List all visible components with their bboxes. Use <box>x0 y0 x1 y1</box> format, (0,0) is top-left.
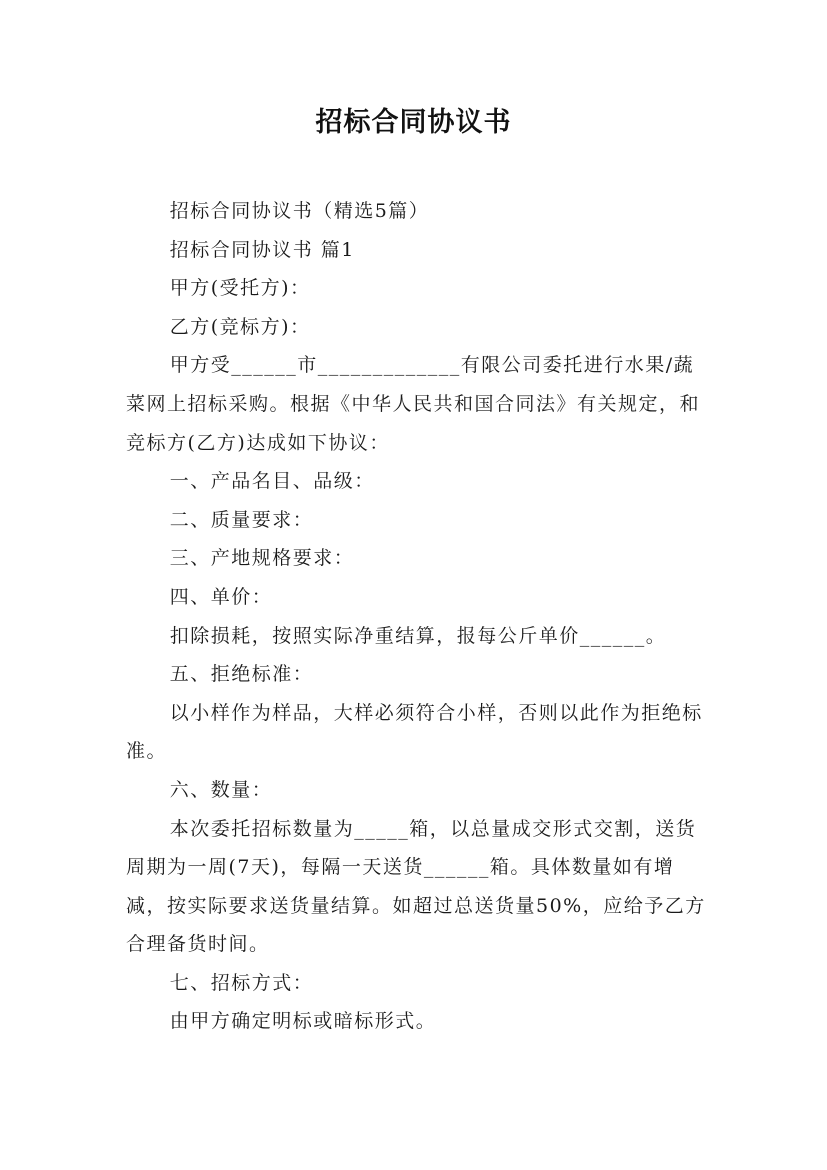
document-title: 招标合同协议书 <box>315 107 512 138</box>
paragraph-party-b: 乙方(竞标方)： <box>169 315 311 338</box>
paragraph-item-2: 二、质量要求： <box>169 508 314 531</box>
paragraph-item-4: 四、单价： <box>169 585 273 608</box>
paragraph-bidding-method: 由甲方确定明标或暗标形式。 <box>169 1010 437 1033</box>
paragraph-item-1: 一、产品名目、品级： <box>169 470 375 493</box>
paragraph-intro: 甲方受______市_____________有限公司委托进行水果/蔬菜网上招标采购。根据《中华人民共和国合同法》有关规定，和竞标方(乙方)达成如下协议： <box>126 354 701 454</box>
paragraph-party-a: 甲方(受托方)： <box>169 277 311 300</box>
paragraph-unit-price: 扣除损耗，按照实际净重结算，报每公斤单价______。 <box>169 624 667 647</box>
paragraph-item-3: 三、产地规格要求： <box>169 547 355 570</box>
document-body <box>126 192 711 1041</box>
paragraph-item-7: 七、招标方式： <box>169 971 314 994</box>
paragraph-section-heading: 招标合同协议书 篇1 <box>169 238 355 261</box>
paragraph-item-5: 五、拒绝标准： <box>169 663 314 686</box>
paragraph-item-6: 六、数量： <box>169 778 273 801</box>
paragraph-subtitle: 招标合同协议书（精选5篇） <box>169 200 430 222</box>
paragraph-quantity: 本次委托招标数量为_____箱，以总量成交形式交割，送货周期为一周(7天)，每隔一天送货______箱。具体数量如有增减，按实际要求送货量结算。如超过总送货量50%，应给予乙方合理备货时间。 <box>126 817 706 956</box>
paragraph-rejection: 以小样作为样品，大样必须符合小样，否则以此作为拒绝标准。 <box>126 701 703 763</box>
